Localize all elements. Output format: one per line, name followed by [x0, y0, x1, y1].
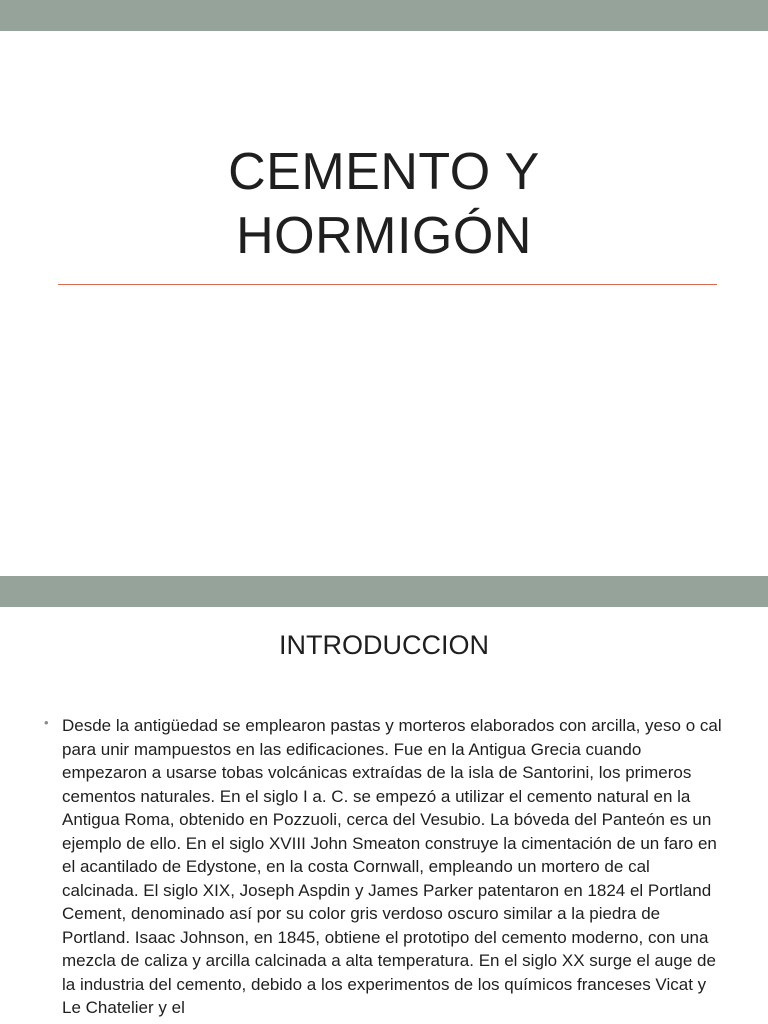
bullet-item — [44, 714, 724, 1020]
slide-title-line-2: HORMIGÓN — [236, 207, 532, 265]
title-slide-header-band — [0, 0, 768, 31]
bullet-paragraph-text: Desde la antigüedad se emplearon pastas y morteros elaborados con arcilla, yeso o cal para unir mampuestos en las edificaciones. Fue en la Antigua Grecia cuando empezaron a usarse tobas volcánicas extraídas de la isla de Santorini, los primeros cementos naturales. En el siglo I a. C. se empezó a utilizar el cemento natural en la Antigua Roma, obtenido en Pozzuoli, cerca del Vesubio. La bóveda del Panteón es un ejemplo de ello. En el siglo XVIII John Smeaton construye la cimentación de un faro en el acantilado de Edystone, en la costa Cornwall, empleando un mortero de cal calcinada. El siglo XIX, Joseph Aspdin y James Parker patentaron en 1824 el Portland Cement, denominado así por su color gris verdoso oscuro similar a la piedra de Portland. Isaac Johnson, en 1845, obtiene el prototipo del cemento moderno, con una mezcla de caliza y arcilla calcinada a alta temperatura. En el siglo XX surge el auge de la industria del cemento, debido a los experimentos de los químicos franceses Vicat y Le Chatelier y el — [62, 716, 722, 1017]
slide-title — [0, 140, 768, 268]
content-slide-header-band — [0, 576, 768, 607]
title-underline-rule — [58, 284, 717, 285]
slide-title-line-1: CEMENTO Y — [228, 143, 540, 201]
bullet-dot-icon: • — [44, 715, 49, 730]
content-slide — [0, 576, 768, 1024]
section-heading: INTRODUCCION — [279, 630, 489, 660]
bullet-list — [44, 714, 724, 1020]
